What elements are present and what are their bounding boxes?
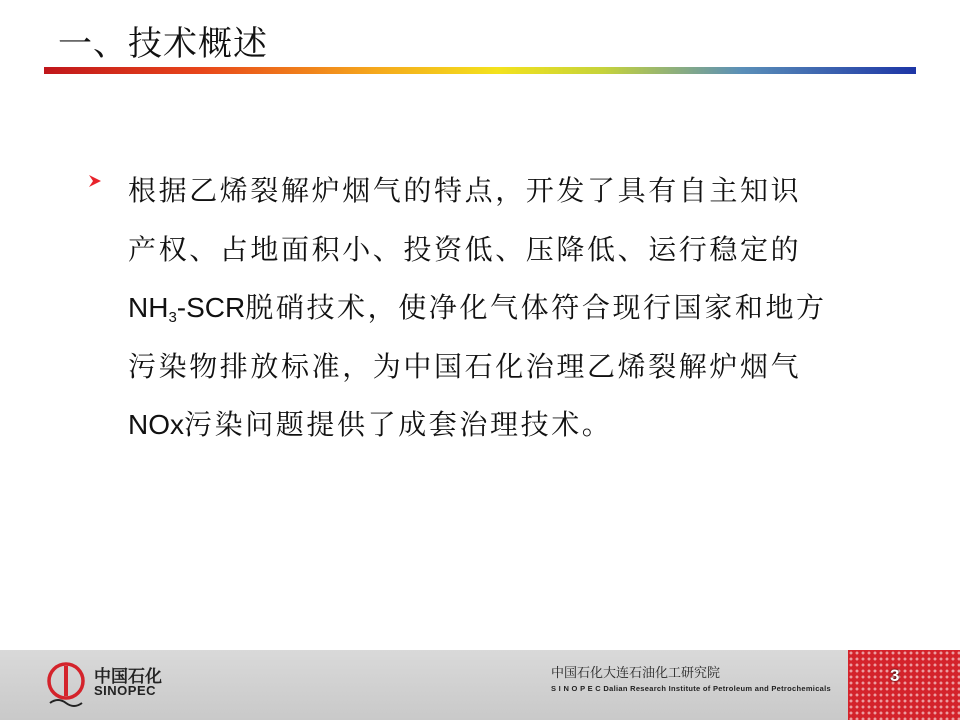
institute-name-cn: 中国石化大连石油化工研究院 bbox=[551, 666, 721, 681]
bullet-text bbox=[128, 162, 827, 455]
bullet-line bbox=[128, 279, 827, 338]
bullet-item bbox=[88, 162, 878, 455]
bullet-line: 产权、占地面积小、投资低、压降低、运行稳定的 bbox=[128, 232, 802, 266]
content-area bbox=[88, 162, 878, 455]
nox-term: NOx bbox=[128, 409, 184, 440]
logo-text-cn: 中国石化 bbox=[94, 667, 162, 687]
chem-formula-prefix: NH bbox=[128, 292, 169, 323]
logo-text-en: SINOPEC bbox=[94, 683, 157, 698]
arrow-bullet-icon bbox=[88, 174, 102, 188]
page-number-box bbox=[848, 650, 960, 720]
bullet-line-rest: 污染问题提供了成套治理技术。 bbox=[184, 408, 613, 441]
bullet-line-rest: 脱硝技术，使净化气体符合现行国家和地方 bbox=[245, 291, 827, 324]
chem-formula-suffix: -SCR bbox=[176, 292, 246, 323]
chem-formula-subscript: 3 bbox=[168, 309, 177, 326]
institute-name-en: S I N O P E C Dalian Research Institute of Petroleum and Petrochemicals bbox=[551, 684, 831, 693]
bullet-line: 根据乙烯裂解炉烟气的特点，开发了具有自主知识 bbox=[128, 174, 802, 207]
slide-title: 一、技术概述 bbox=[58, 24, 268, 64]
bullet-line: 污染物排放标准，为中国石化治理乙烯裂解炉烟气 bbox=[128, 349, 802, 383]
title-gradient-rule bbox=[44, 67, 916, 74]
footer-bar bbox=[0, 650, 960, 720]
bullet-line bbox=[128, 396, 827, 455]
sinopec-emblem-icon bbox=[44, 659, 88, 709]
page-number: 3 bbox=[890, 666, 900, 685]
